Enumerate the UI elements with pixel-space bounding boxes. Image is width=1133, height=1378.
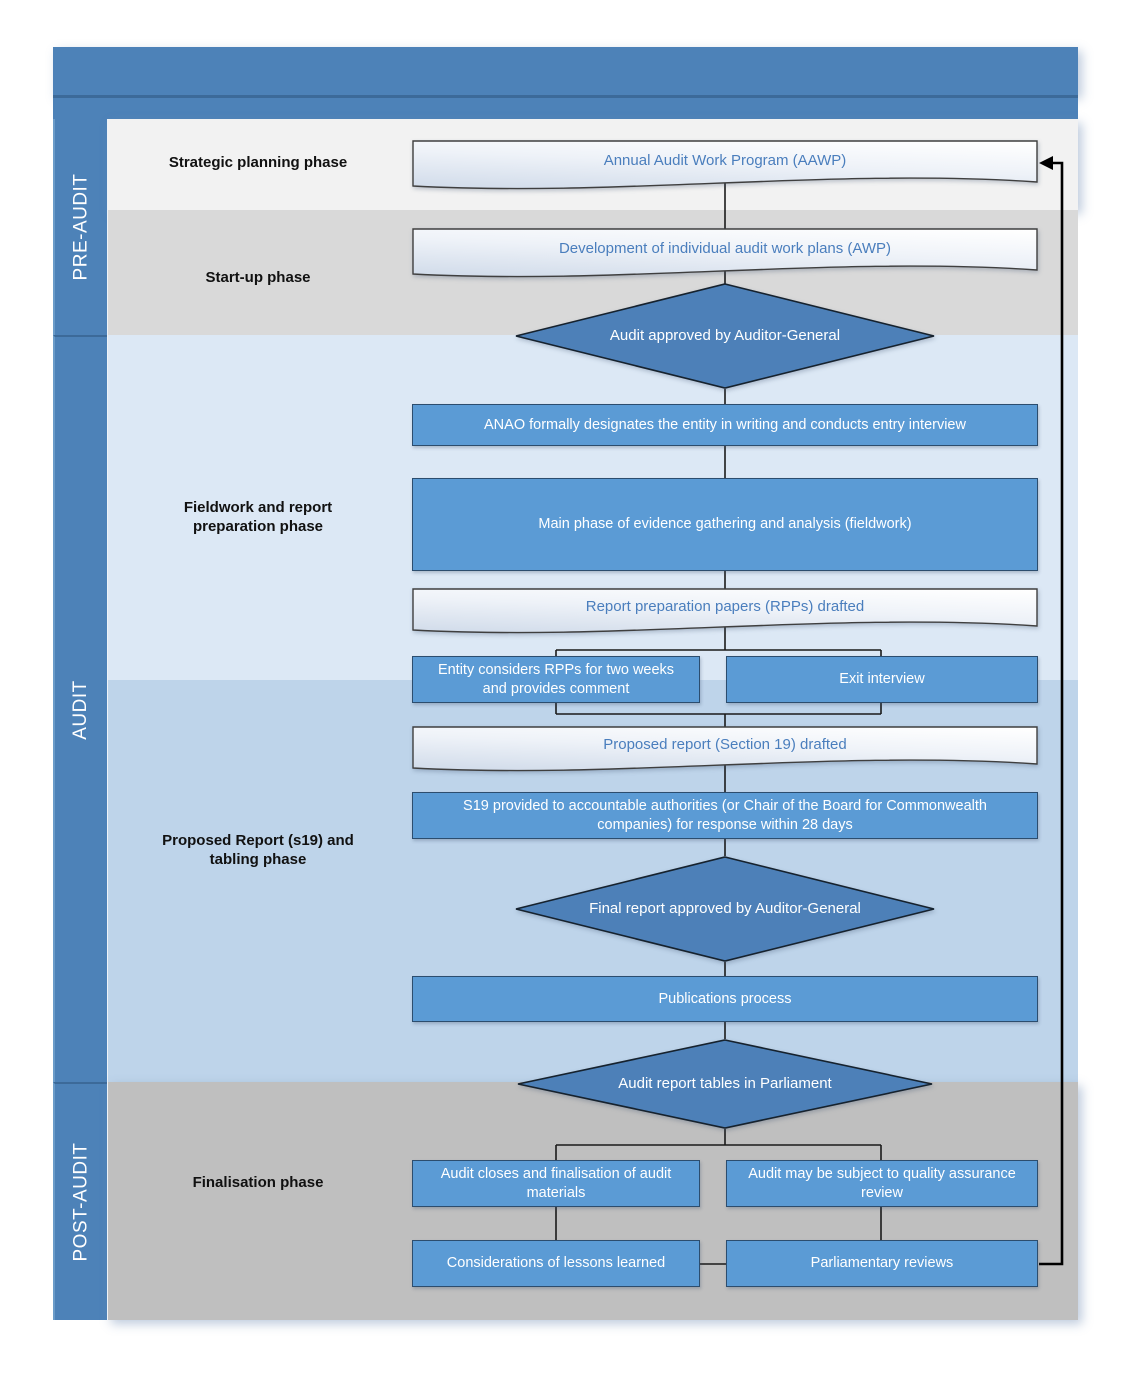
sidebar-label-post-audit: POST-AUDIT — [70, 1142, 92, 1262]
node-anao-designates — [412, 404, 1038, 446]
node-label: Final report approved by Auditor-General — [589, 900, 861, 918]
node-label: Development of individual audit work plans (AWP) — [558, 240, 892, 258]
node-label: Annual Audit Work Program (AAWP) — [603, 152, 847, 170]
node-label: Considerations of lessons learned — [446, 1255, 666, 1272]
node-qa-review — [726, 1160, 1038, 1207]
phase-label-strategic-planning: Strategic planning phase — [168, 154, 348, 171]
phase-label-finalisation: Finalisation phase — [192, 1174, 324, 1191]
node-exit-interview — [726, 656, 1038, 703]
node-rpps-document — [412, 588, 1038, 640]
node-s19-provided — [412, 792, 1038, 839]
node-label: S19 provided to accountable authorities (or Chair of the Board for Commonwealth companies) for response within 28 days — [463, 797, 987, 833]
arrow-left-icon — [1039, 156, 1053, 170]
phase-label-fieldwork: Fieldwork and report preparation phase — [183, 499, 333, 535]
feedback-loop-line — [1039, 163, 1062, 1264]
node-parliamentary-reviews — [726, 1240, 1038, 1287]
node-label: Report preparation papers (RPPs) drafted — [585, 598, 865, 616]
sidebar-label-audit: AUDIT — [70, 679, 91, 740]
node-lessons-learned — [412, 1240, 700, 1287]
node-proposed-report-document — [412, 726, 1038, 778]
sidebar-label-pre-audit: PRE-AUDIT — [70, 173, 91, 281]
phase-label-s19-tabling: Proposed Report (s19) and tabling phase — [162, 832, 354, 868]
phase-label-start-up: Start-up phase — [205, 269, 311, 286]
node-tabled-parliament-decision — [515, 1038, 935, 1130]
node-label: Exit interview — [839, 671, 925, 688]
node-audit-approved-decision — [513, 282, 937, 390]
node-label: Audit may be subject to quality assurance review — [748, 1165, 1016, 1201]
node-label: Main phase of evidence gathering and analysis (fieldwork) — [538, 516, 912, 533]
node-main-fieldwork-phase — [412, 478, 1038, 571]
node-label: Proposed report (Section 19) drafted — [603, 736, 847, 754]
node-label: Audit approved by Auditor-General — [609, 327, 841, 345]
node-label: Publications process — [658, 990, 792, 1007]
node-final-report-approved-decision — [513, 855, 937, 963]
node-entity-considers — [412, 656, 700, 703]
node-awp-document — [412, 228, 1038, 284]
node-label: Audit report tables in Parliament — [618, 1075, 832, 1093]
node-label: Audit closes and finalisation of audit materials — [440, 1165, 672, 1201]
node-label: ANAO formally designates the entity in writing and conducts entry interview — [484, 416, 966, 433]
node-aawp-document — [412, 140, 1038, 196]
node-publications-process — [412, 976, 1038, 1022]
node-label: Entity considers RPPs for two weeks and provides comment — [437, 661, 675, 697]
node-audit-closes — [412, 1160, 700, 1207]
node-label: Parliamentary reviews — [810, 1255, 954, 1272]
